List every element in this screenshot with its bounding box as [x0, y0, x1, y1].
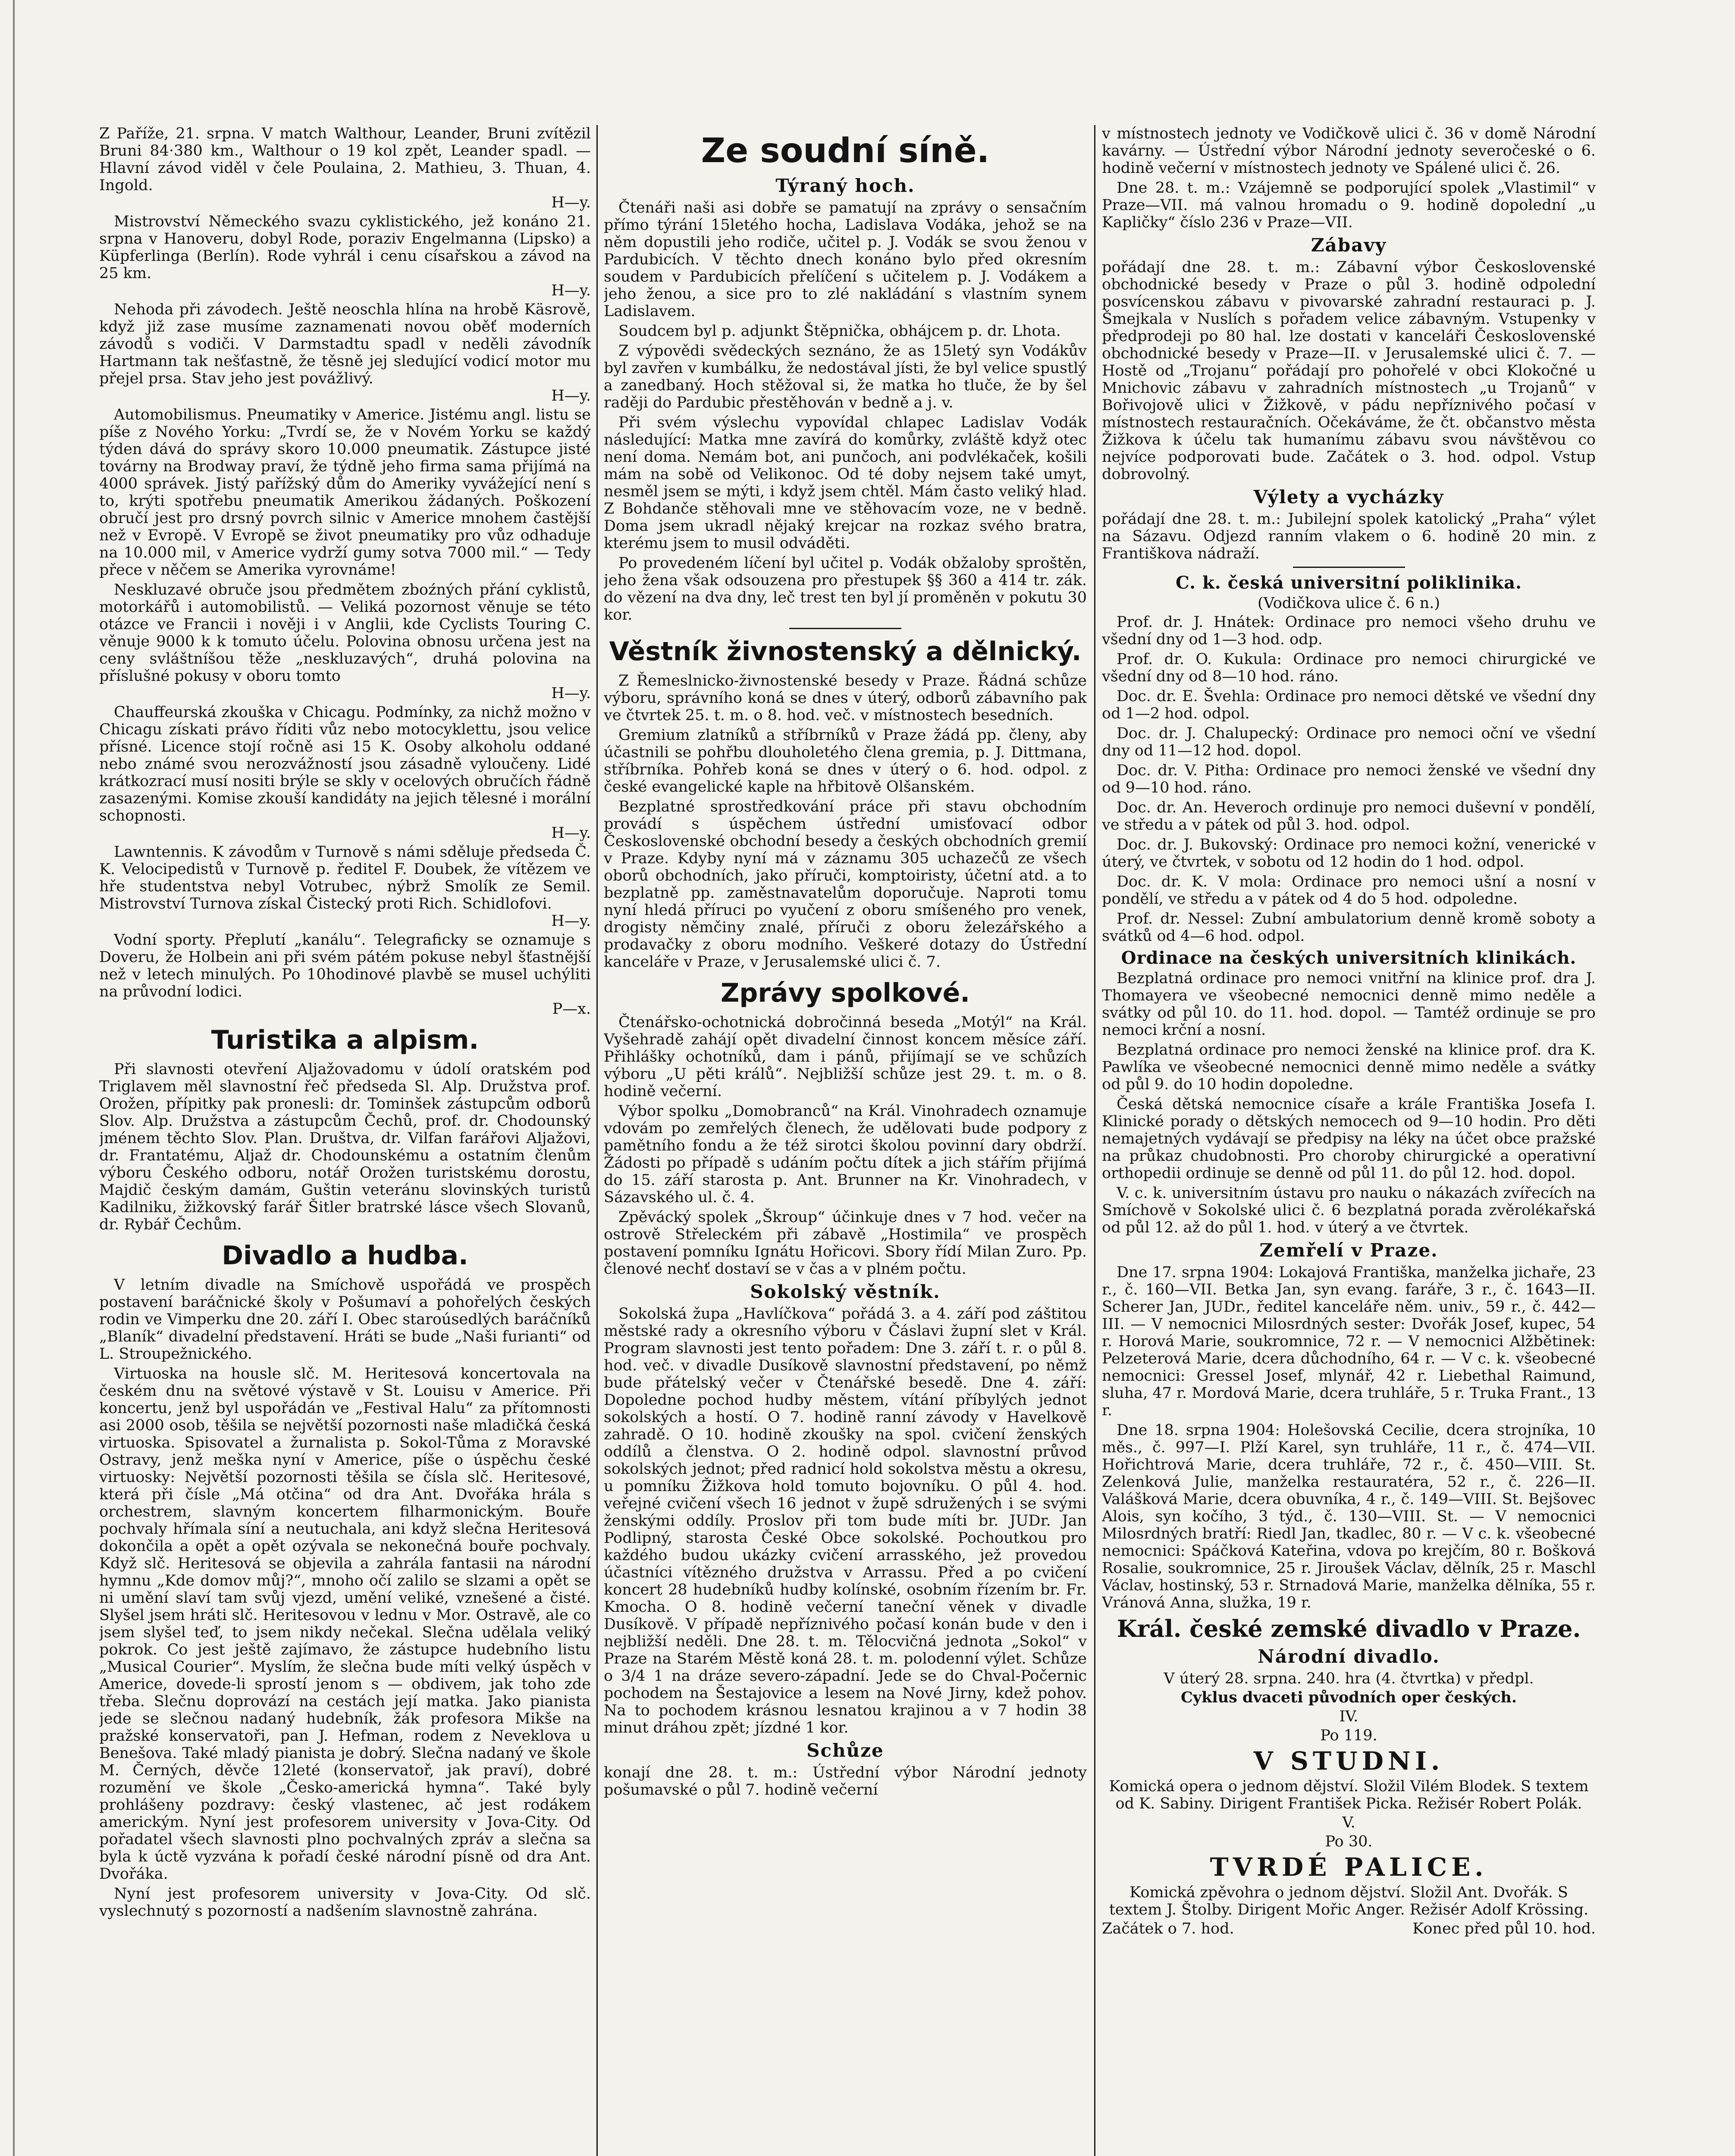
section-heading-ordinations: Ordinace na českých universitních klinikách.	[1121, 948, 1577, 968]
clinic-entry: Prof. dr. O. Kukula: Ordinace pro nemoci chirurgické ve všední dny od 8—10 hod. ráno.	[1102, 651, 1596, 685]
divider	[1293, 567, 1405, 568]
signature: H—y.	[551, 824, 591, 842]
signature: H—y.	[551, 282, 591, 299]
subheading-trips: Výlety a vycházky	[1253, 486, 1444, 508]
article-court-4: Při svém výslechu vypovídal chlapec Ladislav Vodák následující: Matka mne zavírá do komůrky, zvláště když otec není doma. Nemám bot, ani punčoch, ani podvlékaček, košili mám na sobě od Velikonoc. Od té doby nejsem také umyt, nesměl jsem se mýti, i když jsem chtěl. Mám často veliký hlad. Z Bohdanče stěhovali mne ve stěhovacím voze, ne v bedně. Doma jsem ukradl nějaký krejcar na rozkaz svého bratra, kterému jsem to musil odváděti.	[604, 414, 1087, 552]
signature: P—x.	[552, 1000, 591, 1018]
column-rule	[1094, 125, 1095, 2156]
article-trade-2: Gremium zlatníků a stříbrníků v Praze žádá pp. členy, aby účastnili se pohřbu dlouholetého člena gremia, p. J. Dittmana, stříbrníka. Pohřeb koná se dnes v úterý o 6. hod. odpol. z české evangelické kaple na hřbitově Olšanském.	[604, 727, 1087, 796]
column-court-news	[604, 125, 1087, 2156]
article-meetings: konají dne 28. t. m.: Ústřední výbor Národní jednoty pošumavské o půl 7. hodině večerní	[604, 1764, 1087, 1799]
article-court-2: Soudcem byl p. adjunkt Štěpnička, obhájcem p. dr. Lhota.	[618, 323, 1061, 340]
article-court-3: Z výpovědi svědeckých seznáno, že as 15letý syn Vodákův byl zavřen v kumbálku, že nedostával jísti, že byl velice spustlý a zanedbaný. Hoch stěžoval si, že matka ho tluče, že by šel raději do Pardubic přestěhován v bedně a j. v.	[604, 342, 1087, 411]
theatre-date-line: V úterý 28. srpna. 240. hra (4. čtvrtka) v předpl.	[1164, 1670, 1534, 1687]
subheading-entertainment: Zábavy	[1311, 235, 1387, 256]
article-sokol: Sokolská župa „Havlíčkova“ pořádá 3. a 4. září pod záštitou městské rady a okresního výboru v Čáslavi župní slet v Král. Program slavnosti jest tento pořadem: Dne 3. září t. r. o půl 8. hod. več. v divadle Dusíkově slavnostní představení, po němž bude přátelský večer v Čtenářské besedě. Dne 4. září: Dopoledne pochod hudby městem, vítání příbylých jednot sokolských a hostí. O 7. hodině ranní závody v Havelkově zahradě. O 10. hodině zkoušky na spol. cvičení ženských oddílů a členstva. O 2. hodině odpol. slavnostní průvod sokolských jednot; před radnicí hold sokolstva městu a okresu, u pomníku Žižkova hold tomuto bojovníku. O půl 4. hod. veřejné cvičení všech 16 jednot v župě sdružených i se svými ženskými oddíly. Proslov při tom bude míti br. JUDr. Jan Podlipný, starosta České Obce sokolské. Pochoutkou pro každého budou ukázky cvičení arrasského, jež provedou účastníci vítězného družstva v Arrassu. Před a po cvičení koncert 28 hudebníků hudby kolínské, osobním řízením br. Fr. Kmocha. O 8. hodině večerní taneční věnek v divadle Dusíkově. V případě nepříznivého počasí konán bude v den i nejbližší neděli. Dne 28. t. m. Tělocvičná jednota „Sokol“ v Praze na Starém Městě koná 28. t. m. polodenní výlet. Schůze o 3/4 1 na dráze severo-západní. Jede se do Chval-Počernic pochodem na Šestajovice a lesem na Nové Jirny, kdež pohov. Na to pochodem krásnou lesnatou krajinou a v 7 hodin 38 minut dráhou zpět; jízdné 1 kor.	[604, 1305, 1087, 1736]
polyclinic-address: (Vodičkova ulice č. 6 n.)	[1258, 595, 1440, 612]
play-performance-number: Po 30.	[1325, 1833, 1373, 1850]
ordination-entry: Česká dětská nemocnice císaře a krále Františka Josefa I. Klinické porady o dětských nemocech od 9—10 hodin. Pro děti nemajetných vydávají se předpisy na léky na účet obce pražské na průkaz chudobnosti. Pro choroby chirurgické a operativní orthopedii ordinuje se denně od půl 11. do půl 12. hod. dopol.	[1102, 1096, 1596, 1182]
column-sport	[99, 125, 591, 2156]
clinic-entry: Doc. dr. V. Pitha: Ordinace pro nemoci ženské ve všední dny od 9—10 hod. ráno.	[1102, 762, 1596, 796]
subheading-tortured-boy: Týraný hoch.	[775, 175, 915, 196]
theatre-heading: Král. české zemské divadlo v Praze.	[1117, 1615, 1581, 1642]
article-court-1: Čtenáři naši asi dobře se pamatují na zprávy o sensačním přímo týrání 15letého hocha, Ladislava Vodáka, jehož se na něm dopustili jeho rodiče, učitel p. J. Vodák se svou ženou v Pardubicích. V těchto dnech konáno bylo před okresním soudem v Pardubicích přelíčení s učitelem p. J. Vodákem a jeho ženou, a sice pro to zlé nakládání s vlastním synem Ladislavem.	[604, 199, 1087, 320]
start-time: Začátek o 7. hod.	[1102, 1920, 1234, 1937]
article-race-accident: Nehoda při závodech. Ještě neoschla hlína na hrobě Käsrově, když již zase musíme zaznamenati novou oběť moderních závodů s vodiči. V Darmstadtu spadl v neděli závodník Hartmann tak nešťastně, že těsně jej sledující vodicí motor mu přejel prsa. Stav jeho jest povážlivý.	[99, 301, 591, 387]
subheading-sokol: Sokolský věstník.	[750, 1281, 941, 1302]
deaths-aug-17: Dne 17. srpna 1904: Lokajová Františka, manželka jichaře, 23 r., č. 160—VII. Betka Jan, syn evang. faráře, 3 r., č. 1643—II. Scherer Jan, JUDr., ředitel kanceláře něm. univ., 59 r., č. 442—III. — V nemocnici Milosrdných sester: Dvořák Josef, kupec, 54 r. Horová Marie, soukromnice, 72 r. — V nemocnici Alžbětinek: Pelzeterová Marie, dcera důchodního, 64 r. — V c. k. všeobecné nemocnici: Gressel Josef, mlynář, 42 r. Liebethal Raimund, sluha, 47 r. Mordová Marie, dcera truhláře, 5 r. Truka Frant., 13 r.	[1102, 1264, 1596, 1419]
article-meetings-cont: v místnostech jednoty ve Vodičkově ulici č. 36 v domě Národní kavárny. — Ústřední výbor Národní jednoty severočeské o 6. hodině večerní v místnostech jednoty ve Spálené ulici č. 26.	[1102, 125, 1596, 177]
section-heading-polyclinic: C. k. česká universitní poliklinika.	[1176, 573, 1522, 593]
clinic-entry: Prof. dr. J. Hnátek: Ordinace pro nemoci všeho druhu ve všední dny od 1—3 hod. odp.	[1102, 614, 1596, 648]
article-nonskid-tyres: Neskluzavé obruče jsou předmětem zboźných přání cyklistů, motorkářů i automobilistů. — Veliká pozornost věnuje se této otázce ve Francii i nověji i v Anglii, kde Cyclists Touring C. věnuje 9000 k k tomuto účelu. Polovina obnosu určena jest na ceny svláštníšou těže „neskluzavých“, druhá polovina na příslušné pokusy v oboru tomto	[99, 581, 591, 685]
article-lawntennis: Lawntennis. K závodům v Turnově s námi sděluje předseda Č. K. Velocipedistů v Turnově p. ředitel F. Doubek, že vítězem ve hře studentstva nebyl Votrubec, nýbrž Smolík ze Semil. Mistrovství Turnova získal Čistecký proti Rich. Schidlofovi.	[99, 843, 591, 912]
theatre-performance-number: Po 119.	[1320, 1727, 1377, 1744]
section-heading-societies: Zprávy spolkové.	[720, 978, 970, 1008]
article-smichov-theatre: V letním divadle na Smíchově uspořádá ve prospěch postavení baráčnické školy v Pošumaví a pohořelých českých rodin ve Vimperku dne 20. září I. Obec staroúsedlých baráčníků „Blaník“ divadelní představení. Hráti se bude „Naši furianti“ od L. Stroupežnického.	[99, 1276, 591, 1363]
page-edge	[13, 0, 15, 2156]
article-society-1: Čtenářsko-ochotnická dobročinná beseda „Motýl“ na Král. Vyšehradě zahájí opět divadelní činnost koncem měsíce září. Přihlášky ochotníků, dam i pánů, přijímají se ve schůzích výboru „U pěti králů“. Nejbližší schůze jest 29. t. m. o 8. hodině večerní.	[604, 1014, 1087, 1100]
column-rule	[596, 125, 598, 2156]
theatre-times	[1102, 1920, 1596, 1937]
clinic-entry: Doc. dr. J. Bukovský: Ordinace pro nemoci kožní, venerické v úterý, ve čtvrtek, v sobotu od 12 hodin do 1 hod. odpol.	[1102, 836, 1596, 871]
section-heading-tourism: Turistika a alpism.	[211, 1025, 479, 1055]
article-water-sports: Vodní sporty. Přeplutí „kanálu“. Telegraficky se oznamuje s Doveru, že Holbein ani při svém pátém pokuse nebyl šťastnější než v letech minulých. Po 10hodinové plavbě se musel uchýliti na průvodní lodici.	[99, 931, 591, 1000]
section-heading-theatre-music: Divadlo a hudba.	[222, 1241, 468, 1271]
section-heading-trade: Věstník živnostenský a dělnický.	[609, 636, 1082, 667]
article-trade-1: Z Řemeslnicko-živnostenské besedy v Praze. Řádná schůze výboru, správního koná se dnes v úterý, odborů zábavního pak ve čtvrtek 25. t. m. o 8. hod. več. v místnostech besedních.	[604, 672, 1087, 724]
ordination-entry: Bezplatná ordinace pro nemoci vnitřní na klinice prof. dra J. Thomayera ve všeobecné nemocnici denně mimo neděle a svátky od půl 10. do 11. hod. dopol. — Tamtéž ordinuje se pro nemoci krční a nosní.	[1102, 970, 1596, 1039]
article-paris-race: Z Paříže, 21. srpna. V match Walthour, Leander, Bruni zvítězil Bruni 84·380 km., Walthour o 19 kol zpět, Leander spadl. — Hlavní závod viděl v čele Poulaina, 2. Mathieu, 3. Thuan, 4. Ingold.	[99, 125, 591, 194]
clinic-entry: Doc. dr. E. Švehla: Ordinace pro nemoci dětské ve všední dny od 1—2 hod. odpol.	[1102, 688, 1596, 722]
signature: H—y.	[551, 912, 591, 930]
article-automobilism: Automobilismus. Pneumatiky v Americe. Jistému angl. listu se píše z Nového Yorku: „Tvrdí se, že v Novém Yorku se každý týden dává do správy skoro 10.000 pneumatik. Zástupce jisté továrny na Brodway praví, že týdně jeho firma sama přijímá na 4000 správek. Jistý pařížský dům do Ameriky vyvážející není s to, krýti spotřebu pneumatik Amerikou žádaných. Poškození obručí jest pro drsný povrch silnic v Americe mnohem častější než v Evropě. V Evropě se život pneumatiky pro vůz odhaduje na 10.000 mil, v Americe vydrží gumy sotva 7000 mil.“ — Tedy přece v něčem se Amerika vyrovnáme!	[99, 406, 591, 579]
article-heritesova: Virtuoska na housle slč. M. Heritesová koncertovala na českém dnu na světové výstavě v St. Louisu v Americe. Při koncertu, jenž byl uspořádán ve „Festival Halu“ za přítomnosti asi 2000 osob, těšila se největší pozornosti naše mladičká česká virtuoska. Spisovatel a žurnalista p. Sokol-Tůma z Moravské Ostravy, jenž meška nyní v Americe, píše o úspěchu české virtuosky: Největší pozornosti těšila se čísla slč. Heritesové, která při čísle „Má otčina“ od dra Ant. Dvořáka hrála s orchestrem, slavným koncertem filharmonickým. Bouře pochvaly hřímala síní a neutuchala, ani když slečna Heritesová dokončila a opět a opět ozývala se nekonečná bouře pochvaly. Když slč. Heritesová se objevila a zahrála fantasii na národní hymnu „Kde domov můj?“, mnoho očí zalilo se slzami a opět se ni umění slaví tam svůj vjezd, umění veliké, vznešené a čisté. Slyšel jsem hráti slč. Heritesovou v lednu v Mor. Ostravě, ale co jsem slyšel teď, to jsem nikdy nečekal. Slečna udělala veliký pokrok. Co jest ještě zajímavo, že zástupce hudebního listu „Musical Courier“. Myslím, že slečna bude míti velký úspěch v Americe, dovede-li sprostí jenom s — obdivem, jak toho zde třeba. Slečnu doprovází na cestách její matka. Jako pianista jede se slečnou nadaný hudebník, žák profesora Mikše na pražské konservatoři, pan J. Hefman, rodem z Neveklova u Benešova. Také mladý pianista je dobrý. Slečna nadaný ve škole M. Černých, děvče 12leté (konservatoř, jak praví), dobré rozumění ve škole „Česko-americká hymna“. Také byly prohlášeny pozdravy: český vlastenec, ač jest rodákem americkým. Nyní jest profesorem university v Jova-City. Od pořadatel všech slavnosti plno pochvalných zpráv a slečna sa byla k úctě vyzvána k pořadí české národní písně od dra Ant. Dvořáka.	[99, 1365, 591, 1883]
subheading-meetings: Schůze	[806, 1740, 884, 1761]
clinic-entry: Prof. dr. Nessel: Zubní ambulatorium denně kromě soboty a svátků od 4—6 hod. odpol.	[1102, 910, 1596, 945]
article-vlastimil: Dne 28. t. m.: Vzájemně se podporující spolek „Vlastimil“ v Praze—VII. má valnou hromadu o 9. hodině dopolední „u Kapličky“ číslo 236 v Praze—VII.	[1102, 179, 1596, 231]
play-description: Komická opera o jednom dějství. Složil Vilém Blodek. S textem od K. Sabiny. Dirigent František Picka. Režisér Robert Polák.	[1109, 1778, 1589, 1812]
column-notices	[1102, 125, 1596, 2156]
clinic-entry: Doc. dr. An. Heveroch ordinuje pro nemoci duševní v pondělí, ve středu a v pátek od půl 3. hod. odpol.	[1102, 799, 1596, 834]
article-trips: pořádají dne 28. t. m.: Jubilejní spolek katolický „Praha“ výlet na Sázavu. Odjezd ranním vlakem o 6. hodině 20 min. z Františkova nádraží.	[1102, 511, 1596, 562]
article-german-championship: Mistrovství Německého svazu cyklistického, jež konáno 21. srpna v Hanoveru, dobyl Rode, poraziv Engelmanna (Lipsko) a Küpferlinga (Berlín). Rode vyhrál i cenu císařskou a závod na 25 km.	[99, 213, 591, 282]
deaths-aug-18: Dne 18. srpna 1904: Holešovská Cecilie, dcera strojníka, 10 měs., č. 997—I. Plží Karel, syn truhláře, 11 r., č. 474—VII. Hořichtrová Marie, dcera truhláře, 72 r., č. 450—VIII. St. Zelenková Julie, manželka restauratéra, 52 r., č. 226—II. Valášková Marie, dcera obuvníka, 4 r., č. 149—VIII. St. Bejšovec Alois, syn kočího, 3 týd., č. 130—VIII. St. — V nemocnici Milosrdných bratří: Riedl Jan, tkadlec, 80 r. — V c. k. všeobecné nemocnici: Spáčková Kateřina, vdova po krejčím, 80 r. Bošková Rosalie, soukromnice, 25 r. Jiroušek Václav, dělník, 25 r. Maschl Václav, hostinský, 53 r. Strnadová Marie, manželka dělníka, 55 r. Vránová Anna, služka, 19 r.	[1102, 1422, 1596, 1611]
theatre-subheading: Národní divadlo.	[1258, 1646, 1440, 1667]
ordination-entry: Bezplatná ordinace pro nemoci ženské na klinice prof. dra K. Pawlíka ve všeobecné nemocnici denně mimo neděle a svátky od půl 9. do 10 hodin dopoledne.	[1102, 1041, 1596, 1093]
section-heading-court: Ze soudní síně.	[701, 132, 990, 170]
ordination-entry: V. c. k. universitním ústavu pro nauku o nákazách zvířecích na Smíchově v Sokolské ulici č. 6 bezplatná porada zvěrolékařská od půl 12. až do půl 1. hod. v úterý a ve čtvrtek.	[1102, 1185, 1596, 1236]
article-heritesova-end: Nyní jest profesorem university v Jova-City. Od slč. vyslechnutý s pozorností a nadšením slavnostně zahrána.	[99, 1885, 591, 1920]
clinic-entry: Doc. dr. J. Chalupecký: Ordinace pro nemoci oční ve všední dny od 11—12 hod. dopol.	[1102, 725, 1596, 759]
signature: H—y.	[551, 194, 591, 211]
theatre-cycle-line: Cyklus dvaceti původních oper českých.	[1180, 1689, 1517, 1706]
play-title-tvrde-palice: TVRDÉ PALICE.	[1210, 1852, 1488, 1882]
article-society-3: Zpěvácký spolek „Škroup“ účinkuje dnes v 7 hod. večer na ostrově Střeleckém při zábavě „Hostimila“ ve prospěch postavení pomníku Ignátu Hořicovi. Sbory řídí Milan Zuro. Pp. členové nechť dostaví se v čas a v plném počtu.	[604, 1209, 1087, 1278]
article-society-2: Výbor spolku „Domobranců“ na Král. Vinohradech oznamuje vdovám po zemřelých členech, že udělovati bude podpory z pamětního fondu a že též sirotci školou povinní dary obdrží. Žádosti po případě s udáním počtu dítek a jich stářím přijímá do 15. září starosta p. Ant. Brunner na Kr. Vinohradech, v Sázavského ul. č. 4.	[604, 1103, 1087, 1206]
play-title-v-studni: V STUDNI.	[1253, 1746, 1444, 1776]
section-heading-deaths: Zemřelí v Praze.	[1259, 1240, 1438, 1261]
article-aljaz-dom: Při slavnosti otevření Aljažovadomu v údolí oratském pod Triglavem měl slavnostní řeč předseda Sl. Alp. Družstva prof. Orožen, přípitky pak pronesli: dr. Tominšek zástupcům odborů Slov. Alp. Družstva a zástupcům Čechů, prof. dr. Chodounský jménem těchto Slov. Plan. Društva, dr. Vilfan farářovi Aljažovi, dr. Frantatému, Aljaž dr. Chodounskému a ostatním členům výboru Českého odboru, notář Orožen turistskému dorostu, Majdič českým damám, Guštin veteránu slovinských turistů Kadilniku, žižkovský farář Šitler bratrské lásce všech Slovanů, dr. Rybář Čechům.	[99, 1061, 591, 1233]
clinic-entry: Doc. dr. K. V mola: Ordinace pro nemoci ušní a nosní v pondělí, ve středu a v pátek od 4 do 5 hod. odpoledne.	[1102, 873, 1596, 908]
play-description: Komická zpěvohra o jednom dějství. Složil Ant. Dvořák. S textem J. Štolby. Dirigent Mořic Anger. Režisér Adolf Krössing.	[1109, 1884, 1589, 1918]
end-time: Konec před půl 10. hod.	[1412, 1920, 1596, 1937]
divider	[789, 628, 901, 629]
article-court-5: Po provedeném líčení byl učitel p. Vodák obžaloby sproštěn, jeho žena však odsouzena pro přestupek §§ 360 a 414 tr. zák. do vězení na dva dny, leč trest ten byl jí proměněn v pokutu 30 kor.	[604, 555, 1087, 624]
article-chauffeur-exam: Chauffeurská zkouška v Chicagu. Podmínky, za nichž možno v Chicagu získati právo říditi vůz nebo motocyklettu, jsou velice přísné. Licence stojí ročně asi 15 K. Osoby alkoholu oddané nebo známé svou nerozvážností jsou zásadně vyloučeny. Lidé krátkozrací musí nositi brýle se skly v ocelových obručích řádně zasazenými. Komise zkouší kandidáty na jejich tělesné i morální schopnosti.	[99, 704, 591, 824]
theatre-part-number: IV.	[1339, 1708, 1359, 1725]
article-entertainment: pořádají dne 28. t. m.: Zábavní výbor Československé obchodnické besedy v Praze o půl 3. hodině odpolední posvícenskou zábavu v pivovarské zahradní restauraci p. J. Šmejkala v Nuslích s pořadem velice zábavným. Vstupenky v předprodeji po 80 hal. lze dostati v kanceláři Československé obchodnické besedy v Praze—II. v Jerusalemské ulici č. 7. — Hostě od „Trojanu“ pořádají pro pohořelé v obci Klokočné u Mnichovic zábavu v zahradních místnostech „u Trojanů“ v Bořivojově ulici v Žižkově, v pádu nepříznivého počasí v místnostech restauračních. Očekáváme, že čt. občanstvo města Žižkova k účelu tak humanímu zábavu svou návštěvou co nejvíce podporovati bude. Začátek o 3. hod. odpol. Vstup dobrovolný.	[1102, 259, 1596, 483]
play-part-number: V.	[1342, 1814, 1355, 1831]
signature: H—y.	[551, 387, 591, 404]
article-trade-3: Bezplatné sprostředkování práce při stavu obchodním provádí s úspěchem ústřední umisťovací odbor Československé obchodní besedy a českých obchodních gremií v Praze. Kdyby nyní má v záznamu 305 uchazečů ze všech oborů obchodních, jako příruči, komptoiristy, účetní atd. a to bezplatně pp. zaměstnavatelům doporučuje. Naproti tomu nyní hledá příruci po vyučení z oboru smíšeného pro venek, drogisty němčiny znalé, příruči z oboru železářského a prodavačky z oboru modního. Veškeré dotazy do Ústřední kanceláře v Praze, v Jerusalemské ulici č. 7.	[604, 798, 1087, 971]
signature: H—y.	[551, 685, 591, 702]
